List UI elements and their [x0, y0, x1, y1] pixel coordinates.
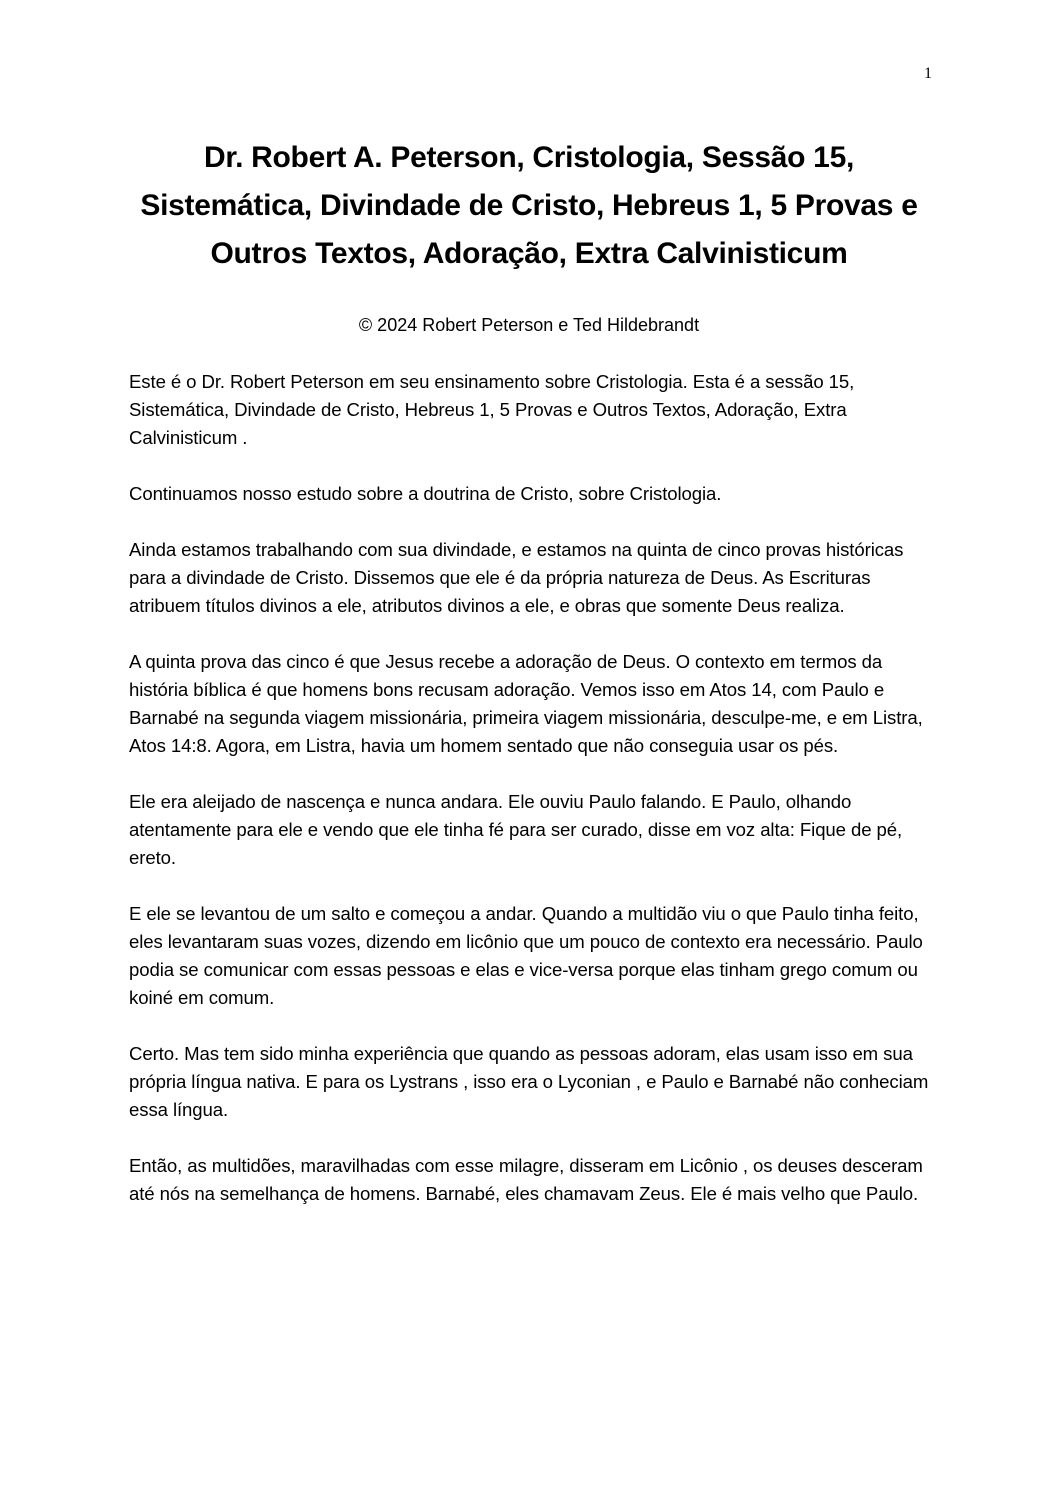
paragraph: Este é o Dr. Robert Peterson em seu ensinamento sobre Cristologia. Esta é a sessão 15, Sistemática, Divindade de Cristo, Hebreus 1, 5 Provas e Outros Textos, Adoração, Extra Calvinisticum . [129, 371, 855, 448]
paragraph: Então, as multidões, maravilhadas com esse milagre, disseram em Licônio , os deuses desceram até nós na semelhança de homens. Barnabé, eles chamavam Zeus. Ele é mais velho que Paulo. [129, 1155, 923, 1204]
paragraph: Ele era aleijado de nascença e nunca andara. Ele ouviu Paulo falando. E Paulo, olhando atentamente para ele e vendo que ele tinha fé para ser curado, disse em voz alta: Fique de pé, ereto. [129, 791, 903, 868]
paragraph: Ainda estamos trabalhando com sua divindade, e estamos na quinta de cinco provas históricas para a divindade de Cristo. Dissemos que ele é da própria natureza de Deus. As Escrituras atribuem títulos divinos a ele, atributos divinos a ele, e obras que somente Deus realiza. [129, 539, 904, 616]
paragraph: A quinta prova das cinco é que Jesus recebe a adoração de Deus. O contexto em termos da história bíblica é que homens bons recusam adoração. Vemos isso em Atos 14, com Paulo e Barnabé na segunda viagem missionária, primeira viagem missionária, desculpe-me, e em Listra, Atos 14:8. Agora, em Listra, havia um homem sentado que não conseguia usar os pés. [129, 651, 923, 756]
document-body [129, 368, 929, 1236]
paragraph: Continuamos nosso estudo sobre a doutrina de Cristo, sobre Cristologia. [129, 483, 722, 504]
paragraph: Certo. Mas tem sido minha experiência que quando as pessoas adoram, elas usam isso em sua própria língua nativa. E para os Lystrans , isso era o Lyconian , e Paulo e Barnabé não conheciam essa língua. [129, 1043, 929, 1120]
copyright-line: © 2024 Robert Peterson e Ted Hildebrandt [358, 315, 700, 335]
document-title: Dr. Robert A. Peterson, Cristologia, Sessão 15, Sistemática, Divindade de Cristo, Hebreus 1, 5 Provas e Outros Textos, Adoração, Extra Calvinisticum [140, 141, 918, 270]
paragraph: E ele se levantou de um salto e começou a andar. Quando a multidão viu o que Paulo tinha feito, eles levantaram suas vozes, dizendo em licônio que um pouco de contexto era necessário. Paulo podia se comunicar com essas pessoas e elas e vice-versa porque elas tinham grego comum ou koiné em comum. [129, 903, 923, 1008]
page-number: 1 [924, 65, 932, 82]
